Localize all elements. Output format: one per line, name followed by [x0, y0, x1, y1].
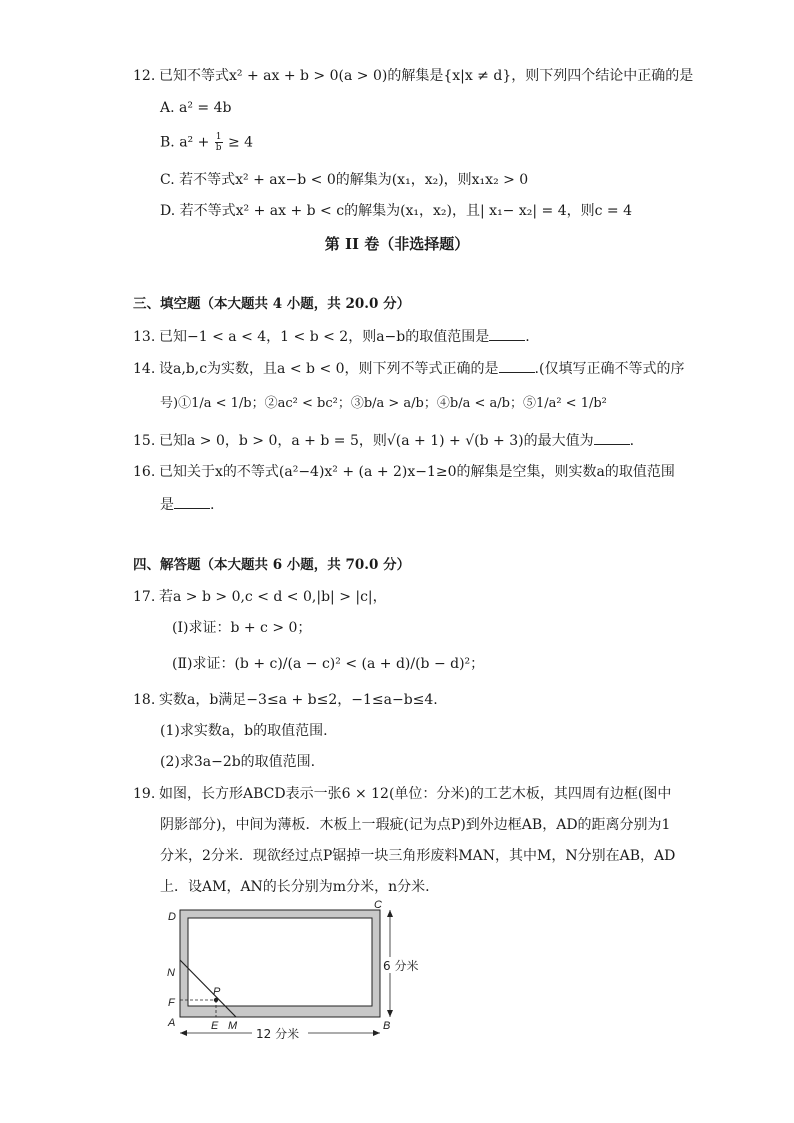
label-d: D — [168, 911, 176, 923]
label-f: F — [168, 997, 175, 1009]
q14-line1: 14. 设a,b,c为实数，且a < b < 0，则下列不等式正确的是 .(仅填写正确不等式的序 — [133, 358, 684, 379]
point-p — [214, 998, 218, 1002]
board-diagram — [160, 900, 440, 1045]
q19-line1: 19. 如图，长方形ABCD表示一张6 × 12(单位：分米)的工艺木板，其四周有边框(图中 — [133, 786, 672, 802]
arrow-up-icon — [387, 910, 393, 917]
answer-blank[interactable] — [489, 326, 525, 341]
q15: 15. 已知a > 0，b > 0，a + b = 5，则√(a + 1) + √(b + 3)的最大值为 . — [133, 430, 634, 451]
q12-text: 已知不等式x² + ax + b > 0(a > 0)的解集是{x|x ≠ d}，则下列四个结论中正确的是 — [159, 68, 694, 84]
q17-part2: (Ⅱ)求证：(b + c)/(a − c)² < (a + d)/(b − d)²； — [172, 656, 485, 672]
label-e: E — [211, 1020, 219, 1032]
part2-title: 第 II 卷（非选择题） — [324, 235, 470, 253]
q18-part1: (1)求实数a，b的取值范围. — [160, 723, 328, 739]
answer-blank[interactable] — [174, 494, 210, 509]
q12-option-d: D. 若不等式x² + ax + b < c的解集为(x₁，x₂)，且| x₁− x₂| = 4，则c = 4 — [160, 203, 633, 219]
section-3-heading: 三、填空题（本大题共 4 小题，共 20.0 分） — [133, 296, 411, 312]
height-label: 6 分米 — [383, 959, 419, 973]
q19-line3: 分米，2分米．现欲经过点P锯掉一块三角形废料MAN，其中M，N分别在AB，AD — [160, 848, 676, 864]
fraction: $\frac{1}{b}$ — [215, 132, 222, 153]
label-c: C — [374, 900, 382, 911]
q19-line4: 上．设AM，AN的长分别为m分米，n分米. — [160, 879, 430, 895]
q19-line2: 阴影部分)，中间为薄板．木板上一瑕疵(记为点P)到外边框AB，AD的距离分别为1 — [160, 817, 671, 833]
label-a: A — [168, 1017, 176, 1029]
arrow-left-icon — [180, 1030, 187, 1036]
q17-stem: 17. 若a > b > 0,c < d < 0,|b| > |c|， — [133, 589, 387, 605]
q12-option-a: A. a² = 4b — [160, 100, 232, 116]
label-n: N — [167, 967, 175, 979]
label-b: B — [383, 1020, 391, 1032]
q16-line2: 是 . — [160, 494, 214, 515]
answer-blank[interactable] — [499, 358, 535, 373]
q12-stem — [133, 66, 693, 86]
arrow-down-icon — [387, 1010, 393, 1017]
q12-option-b: B. a² + $\frac{1}{b}$ ≥ 4 — [160, 132, 254, 153]
q13: 13. 已知−1 < a < 4，1 < b < 2，则a−b的取值范围是 . — [133, 326, 530, 347]
label-m: M — [228, 1020, 238, 1032]
answer-blank[interactable] — [594, 430, 630, 445]
q16-line1: 16. 已知关于x的不等式(a²−4)x² + (a + 2)x−1≥0的解集是空集，则实数a的取值范围 — [133, 464, 675, 480]
q12-option-c: C. 若不等式x² + ax−b < 0的解集为(x₁，x₂)，则x₁x₂ > 0 — [160, 172, 529, 188]
q12-number: 12. — [133, 68, 156, 84]
q17-part1: (Ⅰ)求证：b + c > 0； — [172, 620, 312, 636]
q18-stem: 18. 实数a，b满足−3≤a + b≤2，−1≤a−b≤4. — [133, 692, 438, 708]
arrow-right-icon — [373, 1030, 380, 1036]
label-p: P — [213, 986, 221, 998]
width-label: 12 分米 — [256, 1027, 300, 1041]
q14-line2: 号)①1/a < 1/b；②ac² < bc²；③b/a > a/b；④b/a < a/b；⑤1/a² < 1/b² — [160, 396, 607, 411]
section-4-heading: 四、解答题（本大题共 6 小题，共 70.0 分） — [133, 557, 411, 573]
q18-part2: (2)求3a−2b的取值范围. — [160, 754, 316, 770]
